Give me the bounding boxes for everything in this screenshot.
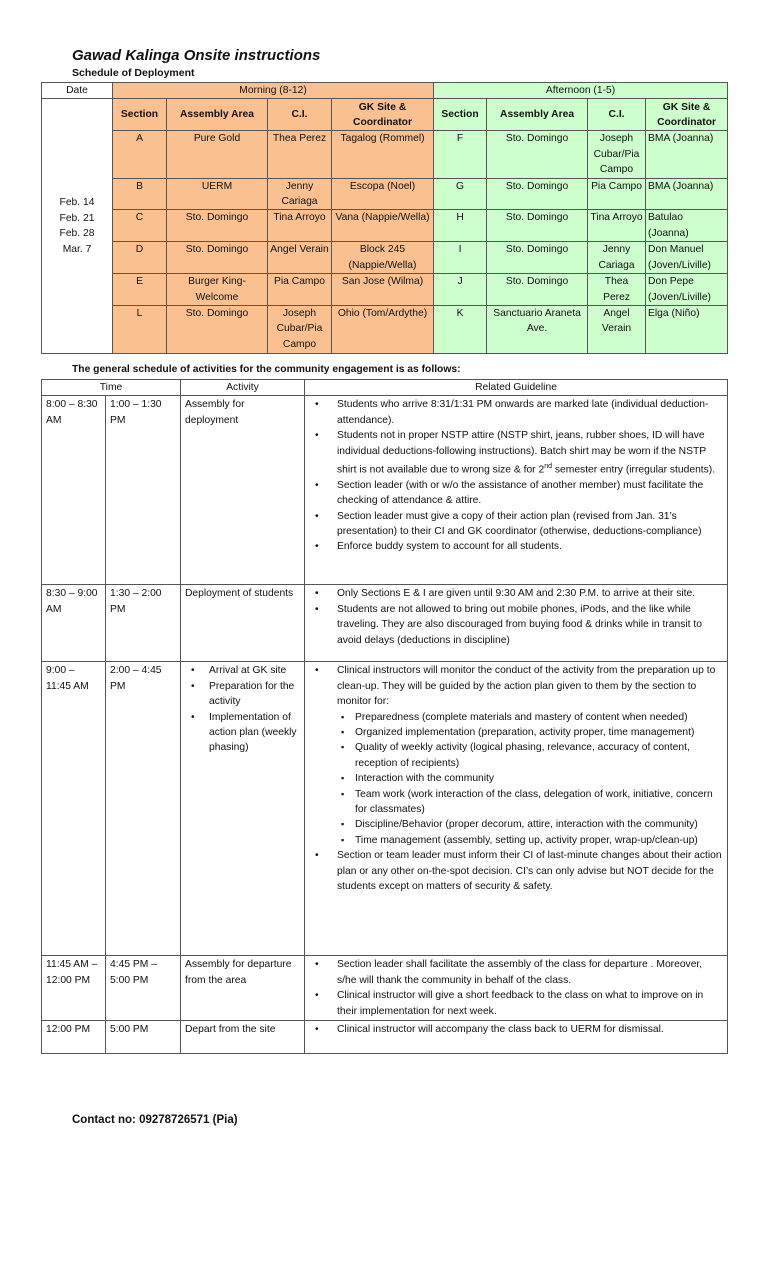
schedule-row xyxy=(42,585,728,662)
deployment-row xyxy=(42,306,728,354)
activity-cell: Depart from the site xyxy=(181,1021,305,1054)
afternoon-column-header: GK Site & Coordinator xyxy=(646,99,728,131)
ci-cell: Thea Perez xyxy=(588,274,646,306)
afternoon-time-cell: 1:00 – 1:30 PM xyxy=(106,396,181,585)
guideline-item: • Students who arrive 8:31/1:31 PM onwards are marked late (individual deduction-attendance). xyxy=(309,397,723,428)
ci-cell: Jenny Cariaga xyxy=(268,178,332,210)
deployment-row xyxy=(42,178,728,210)
morning-column-header: Section xyxy=(113,99,167,131)
assembly-area-cell: Sto. Domingo xyxy=(167,210,268,242)
assembly-area-cell: Sto. Domingo xyxy=(167,306,268,354)
afternoon-header: Afternoon (1-5) xyxy=(434,83,728,99)
gk-site-cell: Escopa (Noel) xyxy=(332,178,434,210)
gk-site-cell: Ohio (Tom/Ardythe) xyxy=(332,306,434,354)
deployment-row xyxy=(42,274,728,306)
date-header: Date xyxy=(42,83,113,99)
assembly-area-cell: Pure Gold xyxy=(167,131,268,178)
ci-cell: Thea Perez xyxy=(268,131,332,178)
ci-cell: Tina Arroyo xyxy=(268,210,332,242)
section-cell: I xyxy=(434,242,487,274)
afternoon-time-cell: 5:00 PM xyxy=(106,1021,181,1054)
guideline-item: • Section leader must give a copy of their action plan (revised from Jan. 31’s presentation) to their CI and GK coordinator (otherwise, deductions-compliance) xyxy=(309,509,723,540)
morning-time-cell: 11:45 AM – 12:00 PM xyxy=(42,956,106,1021)
assembly-area-cell: Sto. Domingo xyxy=(487,242,588,274)
morning-time-cell: 8:30 – 9:00 AM xyxy=(42,585,106,662)
activity-item: • Preparation for the activity xyxy=(185,679,300,710)
ci-cell: Joseph Cubar/Pia Campo xyxy=(268,306,332,354)
gk-site-cell: Don Manuel (Joven/Liville) xyxy=(646,242,728,274)
assembly-area-cell: Sanctuario Araneta Ave. xyxy=(487,306,588,354)
guideline-item: • Clinical instructor will accompany the class back to UERM for dismissal. xyxy=(309,1022,723,1037)
ordinal-suffix: nd xyxy=(544,463,552,471)
guideline-item: • Enforce buddy system to account for all students. xyxy=(309,539,723,554)
criteria-item: ▪ Quality of weekly activity (logical phasing, relevance, accuracy of content, reception of recipients) xyxy=(337,740,723,771)
activity-header: Activity xyxy=(181,380,305,396)
morning-time-cell: 8:00 – 8:30 AM xyxy=(42,396,106,585)
activity-list xyxy=(185,663,300,755)
section-cell: J xyxy=(434,274,487,306)
guideline-item: • Section leader shall facilitate the assembly of the class for departure . Moreover, s/he will thank the community in behalf of the class. xyxy=(309,957,723,988)
section-cell: K xyxy=(434,306,487,354)
section-cell: L xyxy=(113,306,167,354)
schedule-row xyxy=(42,396,728,585)
guideline-cell xyxy=(305,956,728,1021)
time-header: Time xyxy=(42,380,181,396)
guideline-item: • Section leader (with or w/o the assistance of another member) must facilitate the checking of attendance & attire. xyxy=(309,478,723,509)
ci-cell: Tina Arroyo xyxy=(588,210,646,242)
date-value: Mar. 7 xyxy=(62,243,92,255)
criteria-list xyxy=(337,710,723,849)
deployment-row xyxy=(42,242,728,274)
morning-time-cell: 12:00 PM xyxy=(42,1021,106,1054)
activity-cell xyxy=(181,662,305,956)
criteria-item: ▪ Discipline/Behavior (proper decorum, attire, interaction with the community) xyxy=(337,817,723,832)
guideline-list xyxy=(309,663,723,894)
date-value: Feb. 14 xyxy=(59,197,95,209)
afternoon-time-cell: 4:45 PM – 5:00 PM xyxy=(106,956,181,1021)
section-cell: E xyxy=(113,274,167,306)
date-value: Feb. 21 xyxy=(59,212,95,224)
ci-cell: Angel Verain xyxy=(588,306,646,354)
ci-cell: Jenny Cariaga xyxy=(588,242,646,274)
guideline-cell xyxy=(305,1021,728,1054)
morning-column-header: GK Site & Coordinator xyxy=(332,99,434,131)
criteria-item: ▪ Organized implementation (preparation, activity proper, time management) xyxy=(337,725,723,740)
guideline-item: • Clinical instructors will monitor the conduct of the activity from the preparation up to clean-up. They will be guided by the action plan given to them by the section to monitor for: ▪ Preparedness (complete materials and mastery of content when needed) ▪ Organized implementation (preparation, activity proper, time management) ▪ Quality of weekly activity (logical phasing, relevance, accuracy of content, reception of recipients) ▪ Interaction with the community ▪ Team work (work interaction of the class, delegation of work, initiative, concern for classmates) ▪ Discipline/Behavior (proper decorum, attire, interaction with the community) ▪ Time management (assembly, setting up, activity proper, wrap-up/clean-up) xyxy=(309,663,723,848)
section-cell: A xyxy=(113,131,167,178)
gk-site-cell: Tagalog (Rommel) xyxy=(332,131,434,178)
dates-cell xyxy=(42,99,113,354)
section-cell: C xyxy=(113,210,167,242)
morning-time-cell: 9:00 – 11:45 AM xyxy=(42,662,106,956)
activity-schedule-table xyxy=(41,379,728,1054)
criteria-item: ▪ Team work (work interaction of the class, delegation of work, initiative, concern for classmates) xyxy=(337,787,723,818)
guideline-item: • Clinical instructor will give a short feedback to the class on what to improve on in their implementation for next week. xyxy=(309,988,723,1019)
criteria-item: ▪ Preparedness (complete materials and mastery of content when needed) xyxy=(337,710,723,725)
activity-item: • Arrival at GK site xyxy=(185,663,300,678)
guideline-list xyxy=(309,1022,723,1037)
guideline-cell xyxy=(305,396,728,585)
afternoon-time-cell: 1:30 – 2:00 PM xyxy=(106,585,181,662)
deployment-row xyxy=(42,210,728,242)
guideline-item: • Only Sections E & I are given until 9:30 AM and 2:30 P.M. to arrive at their site. xyxy=(309,586,723,601)
assembly-area-cell: Sto. Domingo xyxy=(487,131,588,178)
afternoon-time-cell: 2:00 – 4:45 PM xyxy=(106,662,181,956)
afternoon-column-header: Section xyxy=(434,99,487,131)
ci-cell: Joseph Cubar/Pia Campo xyxy=(588,131,646,178)
gk-site-cell: Vana (Nappie/Wella) xyxy=(332,210,434,242)
gk-site-cell: San Jose (Wilma) xyxy=(332,274,434,306)
section-cell: B xyxy=(113,178,167,210)
guideline-header: Related Guideline xyxy=(305,380,728,396)
document-title: Gawad Kalinga Onsite instructions xyxy=(72,47,321,64)
gk-site-cell: Block 245 (Nappie/Wella) xyxy=(332,242,434,274)
guideline-item: • Students are not allowed to bring out mobile phones, iPods, and the like while traveling. They are also discouraged from buying food & drinks while in transit to avoid delays (deductions in discipline) xyxy=(309,602,723,648)
morning-column-header: Assembly Area xyxy=(167,99,268,131)
afternoon-column-header: Assembly Area xyxy=(487,99,588,131)
schedule-row xyxy=(42,956,728,1021)
schedule-row xyxy=(42,662,728,956)
guideline-item: • Section or team leader must inform their CI of last-minute changes about their action plan or any other on-the-spot decision. CI’s can only advise but NOT decide for the students except on matters of security & safety. xyxy=(309,848,723,894)
ci-cell: Pia Campo xyxy=(268,274,332,306)
morning-column-header: C.I. xyxy=(268,99,332,131)
schedule-intro: The general schedule of activities for the community engagement is as follows: xyxy=(72,364,461,375)
assembly-area-cell: UERM xyxy=(167,178,268,210)
activity-cell: Assembly for departure from the area xyxy=(181,956,305,1021)
section-cell: H xyxy=(434,210,487,242)
guideline-list xyxy=(309,957,723,1019)
criteria-item: ▪ Time management (assembly, setting up, activity proper, wrap-up/clean-up) xyxy=(337,833,723,848)
assembly-area-cell: Burger King-Welcome xyxy=(167,274,268,306)
ci-cell: Pia Campo xyxy=(588,178,646,210)
guideline-item: • Students not in proper NSTP attire (NSTP shirt, jeans, rubber shoes, ID will have individual deductions-following instructions). Batch shirt may be worn if the NSTP shirt is not available due to wrong size & for 2nd semester entry (irregular students). xyxy=(309,428,723,478)
activity-cell: Assembly for deployment xyxy=(181,396,305,585)
guideline-cell xyxy=(305,662,728,956)
gk-site-cell: BMA (Joanna) xyxy=(646,178,728,210)
contact-number: Contact no: 09278726571 (Pia) xyxy=(72,1114,238,1126)
guideline-cell xyxy=(305,585,728,662)
schedule-row xyxy=(42,1021,728,1054)
assembly-area-cell: Sto. Domingo xyxy=(487,178,588,210)
section-cell: D xyxy=(113,242,167,274)
activity-item: • Implementation of action plan (weekly phasing) xyxy=(185,710,300,756)
activity-cell: Deployment of students xyxy=(181,585,305,662)
guideline-list xyxy=(309,397,723,554)
date-value: Feb. 28 xyxy=(59,228,95,240)
ci-cell: Angel Verain xyxy=(268,242,332,274)
gk-site-cell: Batulao (Joanna) xyxy=(646,210,728,242)
deployment-row xyxy=(42,131,728,178)
gk-site-cell: Don Pepe (Joven/Liville) xyxy=(646,274,728,306)
deployment-table xyxy=(41,82,728,354)
gk-site-cell: Elga (Niño) xyxy=(646,306,728,354)
morning-header: Morning (8-12) xyxy=(113,83,434,99)
section-heading: Schedule of Deployment xyxy=(72,67,195,79)
gk-site-cell: BMA (Joanna) xyxy=(646,131,728,178)
criteria-item: ▪ Interaction with the community xyxy=(337,771,723,786)
guideline-list xyxy=(309,586,723,648)
afternoon-column-header: C.I. xyxy=(588,99,646,131)
section-cell: F xyxy=(434,131,487,178)
assembly-area-cell: Sto. Domingo xyxy=(487,274,588,306)
assembly-area-cell: Sto. Domingo xyxy=(167,242,268,274)
assembly-area-cell: Sto. Domingo xyxy=(487,210,588,242)
section-cell: G xyxy=(434,178,487,210)
